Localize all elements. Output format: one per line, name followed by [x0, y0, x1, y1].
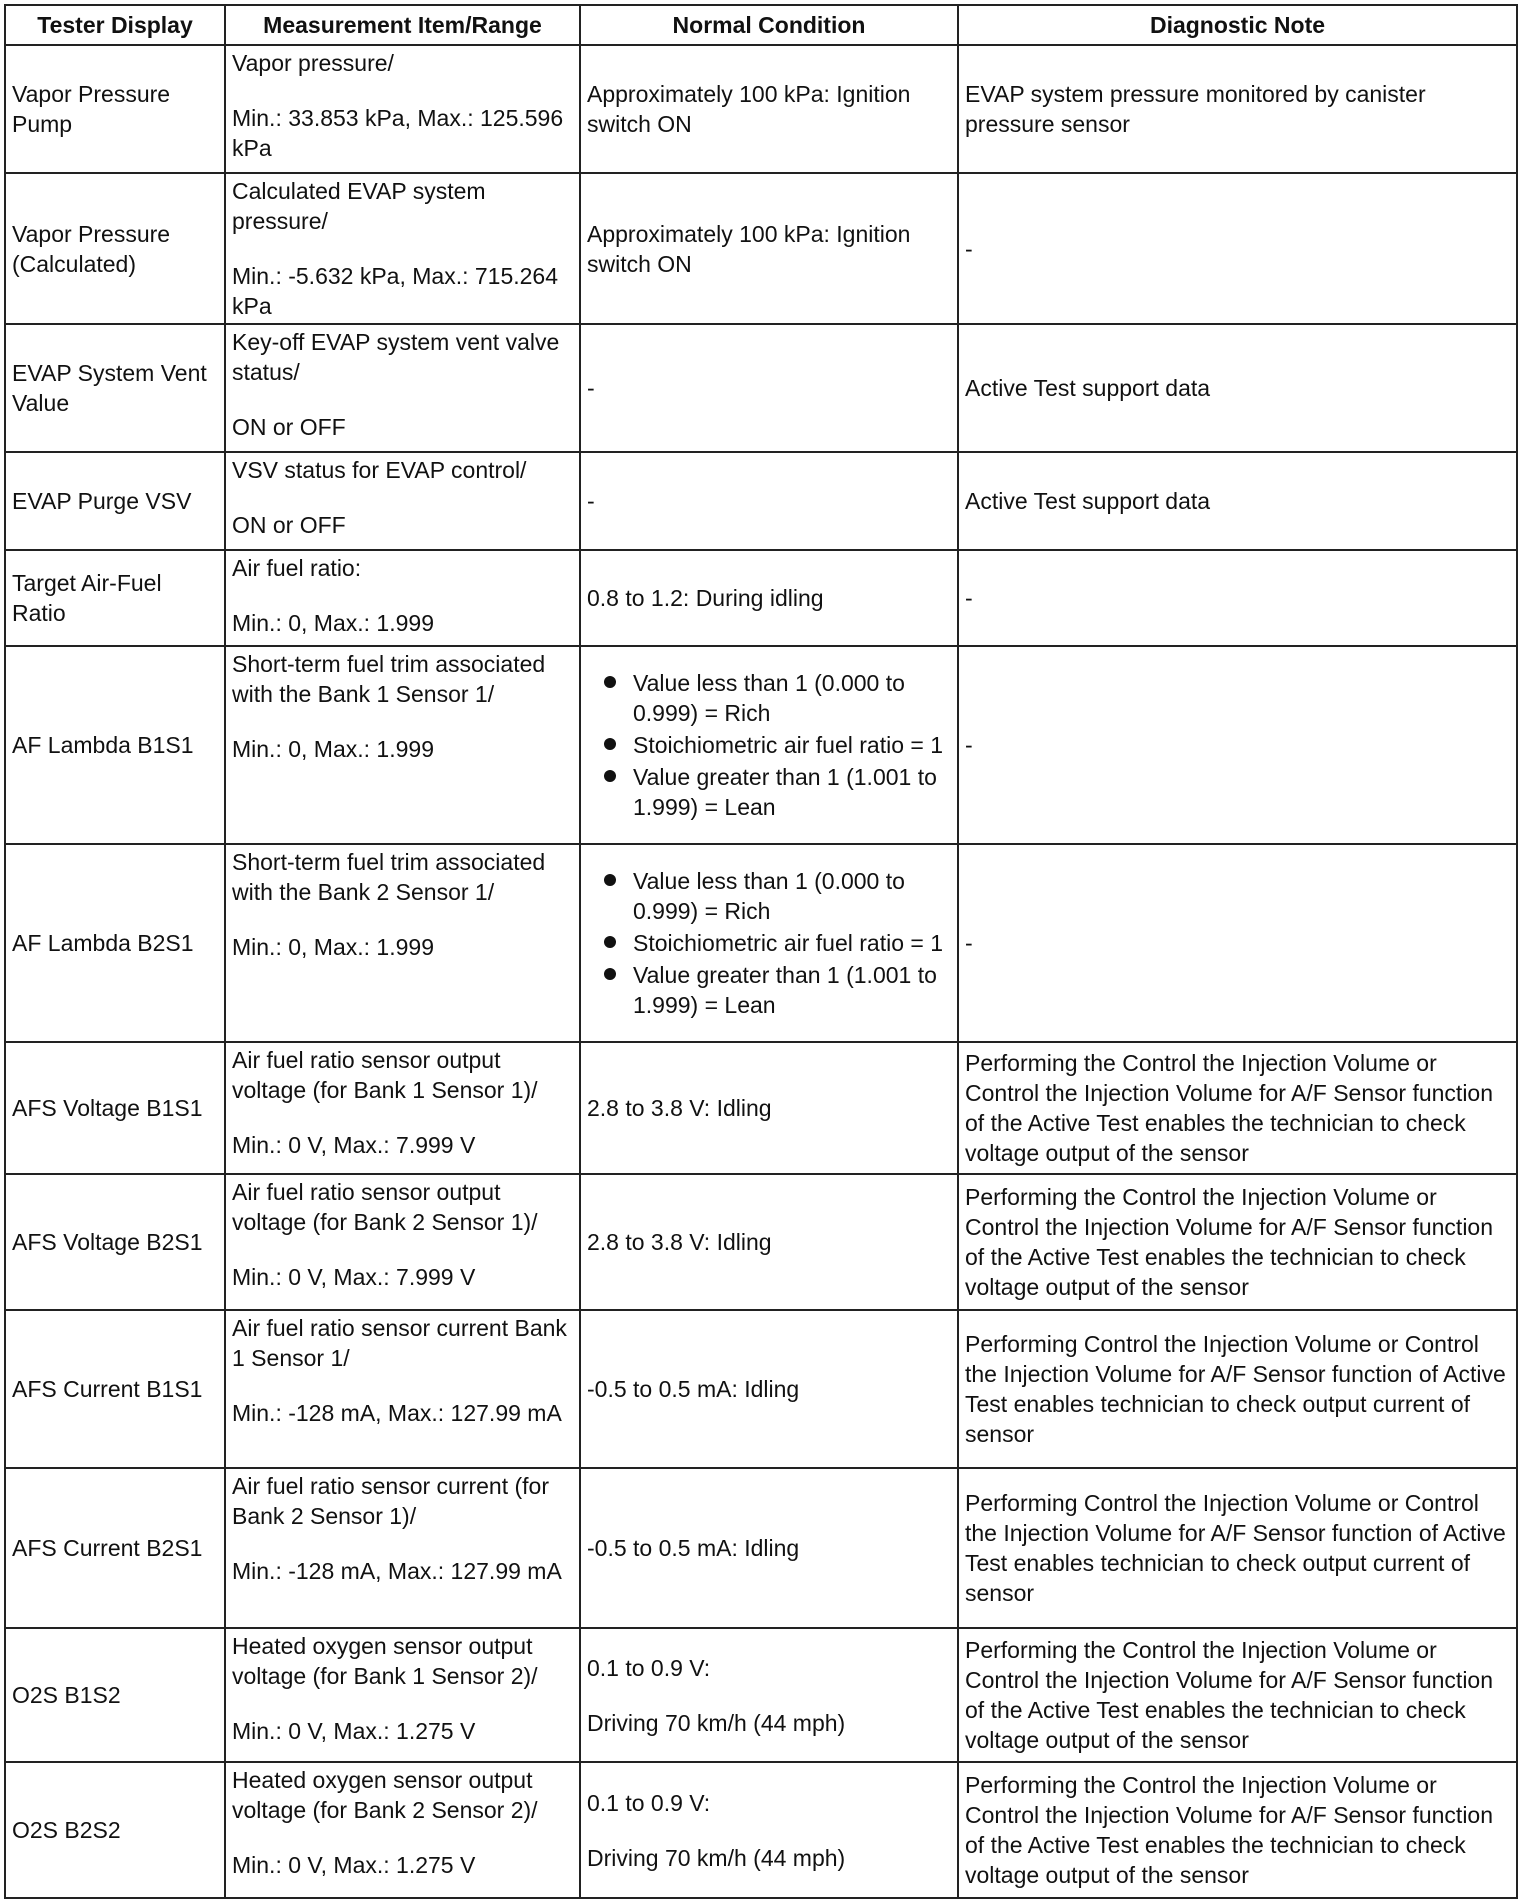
bullet-dot-icon: [604, 676, 616, 688]
measurement-range: Min.: 0 V, Max.: 1.275 V: [232, 1718, 476, 1744]
table-row: [5, 1468, 1517, 1628]
bullet-dot-icon: [604, 738, 616, 750]
table-row: [5, 844, 1517, 1042]
normal-condition-cell: [580, 646, 958, 844]
diagnostic-note-cell: -: [958, 550, 1517, 646]
normal-condition-cell: [580, 1310, 958, 1468]
tester-display-cell: Target Air-Fuel Ratio: [5, 550, 225, 646]
normal-condition-text: Approximately 100 kPa: Ignition switch ON: [587, 220, 911, 277]
measurement-item: Heated oxygen sensor output voltage (for Bank 2 Sensor 2)/: [232, 1767, 538, 1823]
tester-display-cell: EVAP System Vent Value: [5, 324, 225, 452]
tester-display-table: [4, 4, 1518, 1899]
tester-display-cell: AF Lambda B2S1: [5, 844, 225, 1042]
table-row: [5, 646, 1517, 844]
table-row: [5, 173, 1517, 324]
measurement-item: Short-term fuel trim associated with the Bank 1 Sensor 1/: [232, 651, 546, 707]
tester-display-cell: EVAP Purge VSV: [5, 452, 225, 550]
condition-bullet-list: [587, 668, 951, 822]
measurement-range: ON or OFF: [232, 512, 346, 538]
normal-condition-cell: [580, 1042, 958, 1174]
measurement-item-range-cell: [225, 1762, 580, 1898]
normal-condition-text: -0.5 to 0.5 mA: Idling: [587, 1535, 800, 1561]
measurement-item-range-cell: [225, 1174, 580, 1310]
measurement-item: Air fuel ratio:: [232, 555, 362, 581]
measurement-item-range-cell: [225, 173, 580, 324]
normal-condition-text: 0.8 to 1.2: During idling: [587, 585, 824, 611]
diagnostic-note-cell: Performing the Control the Injection Volume or Control the Injection Volume for A/F Sensor function of the Active Test enables the technician to check voltage output of the sensor: [958, 1762, 1517, 1898]
measurement-item: Heated oxygen sensor output voltage (for Bank 1 Sensor 2)/: [232, 1633, 538, 1689]
measurement-item-range-cell: [225, 646, 580, 844]
diagnostic-note-cell: EVAP system pressure monitored by canister pressure sensor: [958, 45, 1517, 173]
measurement-range: Min.: 0 V, Max.: 1.275 V: [232, 1852, 476, 1878]
bullet-dot-icon: [604, 968, 616, 980]
normal-condition-cell: [580, 324, 958, 452]
measurement-item: Key-off EVAP system vent valve status/: [232, 329, 560, 385]
measurement-item-range-cell: [225, 452, 580, 550]
bullet-dot-icon: [604, 936, 616, 948]
condition-bullet-text: Value greater than 1 (1.001 to 1.999) = Lean: [633, 764, 937, 820]
measurement-range: Min.: 0 V, Max.: 7.999 V: [232, 1264, 476, 1290]
measurement-item: Air fuel ratio sensor current Bank 1 Sensor 1/: [232, 1315, 567, 1371]
normal-condition-text: Approximately 100 kPa: Ignition switch ON: [587, 81, 911, 137]
normal-condition-cell: [580, 1762, 958, 1898]
bullet-dot-icon: [604, 770, 616, 782]
normal-condition-text: 2.8 to 3.8 V: Idling: [587, 1229, 772, 1255]
condition-bullet: [587, 960, 951, 1020]
normal-condition-text: Driving 70 km/h (44 mph): [587, 1844, 846, 1871]
tester-display-cell: Vapor Pressure Pump: [5, 45, 225, 173]
table-row: [5, 324, 1517, 452]
tester-display-cell: AFS Voltage B1S1: [5, 1042, 225, 1174]
normal-condition-text: 2.8 to 3.8 V: Idling: [587, 1095, 772, 1121]
diagnostic-note-cell: Performing Control the Injection Volume or Control the Injection Volume for A/F Sensor function of Active Test enables technician to check output current of sensor: [958, 1310, 1517, 1468]
header-normal-condition: Normal Condition: [580, 5, 958, 45]
normal-condition-text: Driving 70 km/h (44 mph): [587, 1709, 846, 1736]
table-row: [5, 1042, 1517, 1174]
measurement-item-range-cell: [225, 1042, 580, 1174]
measurement-item-range-cell: [225, 844, 580, 1042]
normal-condition-cell: [580, 452, 958, 550]
measurement-item: Air fuel ratio sensor current (for Bank 2 Sensor 1)/: [232, 1473, 550, 1529]
condition-bullet-text: Value less than 1 (0.000 to 0.999) = Rich: [633, 670, 905, 726]
measurement-range: Min.: 33.853 kPa, Max.: 125.596 kPa: [232, 105, 564, 161]
table-row: [5, 1628, 1517, 1762]
condition-bullet: [587, 928, 951, 958]
diagnostic-note-cell: -: [958, 844, 1517, 1042]
normal-condition-cell: [580, 1174, 958, 1310]
normal-condition-cell: [580, 45, 958, 173]
measurement-item: Short-term fuel trim associated with the Bank 2 Sensor 1/: [232, 849, 546, 905]
header-tester-display: Tester Display: [5, 5, 225, 45]
diagnostic-note-cell: Performing Control the Injection Volume or Control the Injection Volume for A/F Sensor function of Active Test enables technician to check output current of sensor: [958, 1468, 1517, 1628]
diagnostic-note-cell: -: [958, 173, 1517, 324]
table-row: [5, 1310, 1517, 1468]
diagnostic-note-cell: Active Test support data: [958, 324, 1517, 452]
normal-condition-cell: [580, 550, 958, 646]
measurement-item-range-cell: [225, 1628, 580, 1762]
tester-display-cell: AFS Current B2S1: [5, 1468, 225, 1628]
normal-condition-cell: [580, 1468, 958, 1628]
measurement-range: Min.: 0, Max.: 1.999: [232, 610, 434, 636]
measurement-item-range-cell: [225, 1468, 580, 1628]
condition-bullet-text: Value greater than 1 (1.001 to 1.999) = Lean: [633, 962, 937, 1018]
table-row: [5, 1762, 1517, 1898]
bullet-dot-icon: [604, 874, 616, 886]
condition-bullet-text: Stoichiometric air fuel ratio = 1: [633, 930, 943, 956]
measurement-range: Min.: 0 V, Max.: 7.999 V: [232, 1132, 476, 1158]
header-measurement-item-range: Measurement Item/Range: [225, 5, 580, 45]
diagnostic-note-cell: -: [958, 646, 1517, 844]
table-row: [5, 45, 1517, 173]
normal-condition-cell: [580, 173, 958, 324]
normal-condition-text: -: [587, 488, 595, 514]
measurement-item-range-cell: [225, 324, 580, 452]
diagnostic-note-cell: Active Test support data: [958, 452, 1517, 550]
diagnostic-note-cell: Performing the Control the Injection Volume or Control the Injection Volume for A/F Sensor function of the Active Test enables the technician to check voltage output of the sensor: [958, 1174, 1517, 1310]
header-diagnostic-note: Diagnostic Note: [958, 5, 1517, 45]
measurement-range: Min.: -5.632 kPa, Max.: 715.264 kPa: [232, 263, 559, 319]
tester-display-cell: AF Lambda B1S1: [5, 646, 225, 844]
tester-display-cell: AFS Current B1S1: [5, 1310, 225, 1468]
normal-condition-text: 0.1 to 0.9 V:: [587, 1789, 711, 1816]
diagnostic-note-cell: Performing the Control the Injection Volume or Control the Injection Volume for A/F Sensor function of the Active Test enables the technician to check voltage output of the sensor: [958, 1628, 1517, 1762]
measurement-item-range-cell: [225, 45, 580, 173]
measurement-range: ON or OFF: [232, 414, 346, 440]
condition-bullet: [587, 866, 951, 926]
diagnostic-note-cell: Performing the Control the Injection Volume or Control the Injection Volume for A/F Sensor function of the Active Test enables the technician to check voltage output of the sensor: [958, 1042, 1517, 1174]
measurement-item: Vapor pressure/: [232, 50, 394, 76]
tester-display-cell: O2S B2S2: [5, 1762, 225, 1898]
measurement-item: Air fuel ratio sensor output voltage (for Bank 2 Sensor 1)/: [232, 1179, 538, 1235]
measurement-item: VSV status for EVAP control/: [232, 457, 527, 483]
measurement-range: Min.: -128 mA, Max.: 127.99 mA: [232, 1558, 562, 1584]
normal-condition-text: -0.5 to 0.5 mA: Idling: [587, 1376, 800, 1402]
table-row: [5, 550, 1517, 646]
measurement-item: Calculated EVAP system pressure/: [232, 178, 486, 234]
condition-bullet: [587, 668, 951, 728]
measurement-range: Min.: 0, Max.: 1.999: [232, 736, 434, 762]
measurement-range: Min.: 0, Max.: 1.999: [232, 934, 434, 960]
measurement-item-range-cell: [225, 1310, 580, 1468]
normal-condition-cell: [580, 1628, 958, 1762]
normal-condition-cell: [580, 844, 958, 1042]
measurement-item-range-cell: [225, 550, 580, 646]
normal-condition-text: 0.1 to 0.9 V:: [587, 1654, 711, 1681]
condition-bullet: [587, 762, 951, 822]
condition-bullet-text: Stoichiometric air fuel ratio = 1: [633, 732, 943, 758]
normal-condition-text: -: [587, 375, 595, 401]
header-row: [5, 5, 1517, 45]
condition-bullet: [587, 730, 951, 760]
condition-bullet-text: Value less than 1 (0.000 to 0.999) = Rich: [633, 868, 905, 924]
condition-bullet-list: [587, 866, 951, 1020]
tester-display-cell: Vapor Pressure (Calculated): [5, 173, 225, 324]
tester-display-cell: AFS Voltage B2S1: [5, 1174, 225, 1310]
table-row: [5, 1174, 1517, 1310]
table-row: [5, 452, 1517, 550]
tester-display-cell: O2S B1S2: [5, 1628, 225, 1762]
measurement-item: Air fuel ratio sensor output voltage (for Bank 1 Sensor 1)/: [232, 1047, 538, 1103]
measurement-range: Min.: -128 mA, Max.: 127.99 mA: [232, 1400, 562, 1426]
